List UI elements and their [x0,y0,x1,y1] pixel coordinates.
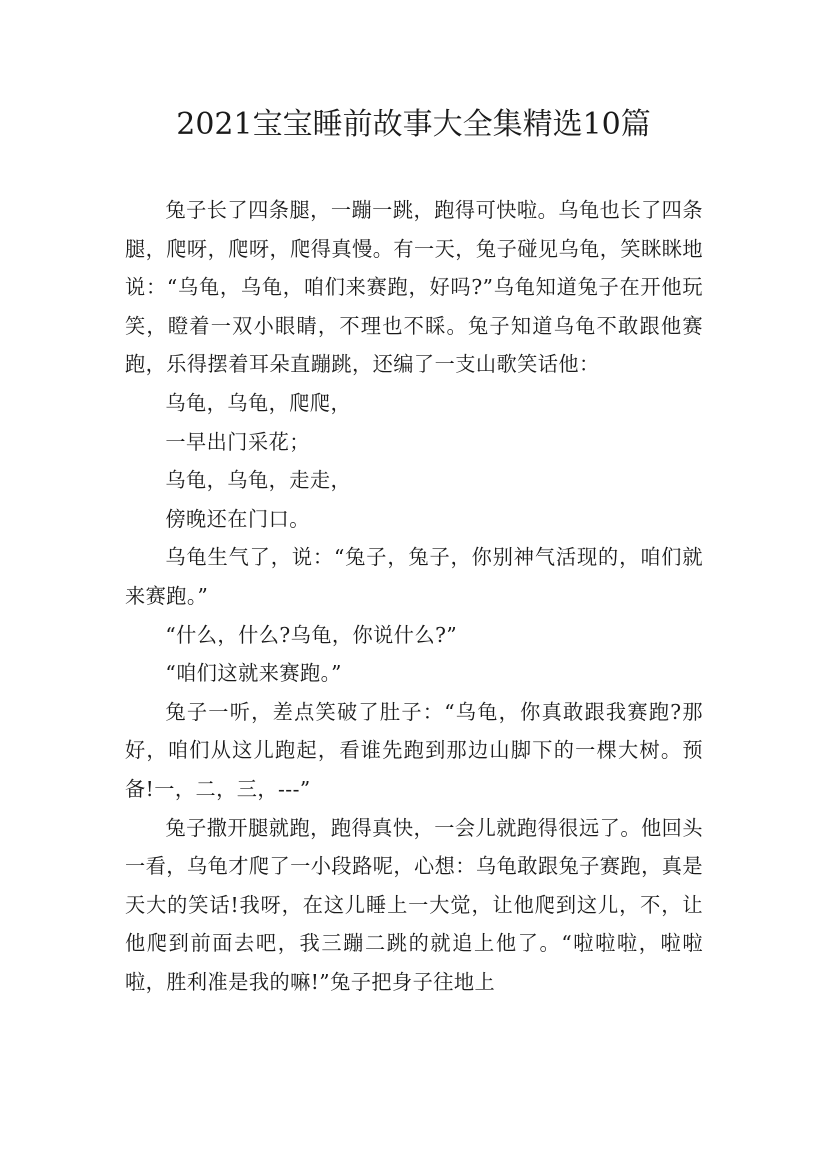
paragraph: 兔子长了四条腿，一蹦一跳，跑得可快啦。乌龟也长了四条腿，爬呀，爬呀，爬得真慢。有一天，兔子碰见乌龟，笑眯眯地说：“乌龟，乌龟，咱们来赛跑，好吗?”乌龟知道兔子在开他玩笑，瞪着一双小眼睛，不理也不睬。兔子知道乌龟不敢跟他赛跑，乐得摆着耳朵直蹦跳，还编了一支山歌笑话他： [125,198,703,377]
paragraph: 乌龟生气了，说：“兔子，兔子，你别神气活现的，咱们就来赛跑。” [125,545,703,608]
poem-line: 乌龟，乌龟，走走， [165,468,352,493]
story-body [125,191,703,1001]
page-title: 2021宝宝睡前故事大全集精选10篇 [176,107,651,142]
paragraph: 兔子一听，差点笑破了肚子：“乌龟，你真敢跟我赛跑?那好，咱们从这儿跑起，看谁先跑到那边山脚下的一棵大树。预备!一，二，三，---” [125,699,703,801]
dialogue-line: “什么，什么?乌龟，你说什么?” [165,622,458,647]
paragraph: 兔子撒开腿就跑，跑得真快，一会儿就跑得很远了。他回头一看，乌龟才爬了一小段路呢，心想：乌龟敢跟兔子赛跑，真是天大的笑话!我呀，在这儿睡上一大觉，让他爬到这儿，不，让他爬到前面去吧，我三蹦二跳的就追上他了。“啦啦啦，啦啦啦，胜利准是我的嘛!”兔子把身子往地上 [125,815,703,994]
dialogue-line: “咱们这就来赛跑。” [165,661,342,686]
poem-line: 傍晚还在门口。 [165,506,310,531]
poem-line: 乌龟，乌龟，爬爬， [165,390,352,415]
poem-line: 一早出门采花； [165,429,310,454]
